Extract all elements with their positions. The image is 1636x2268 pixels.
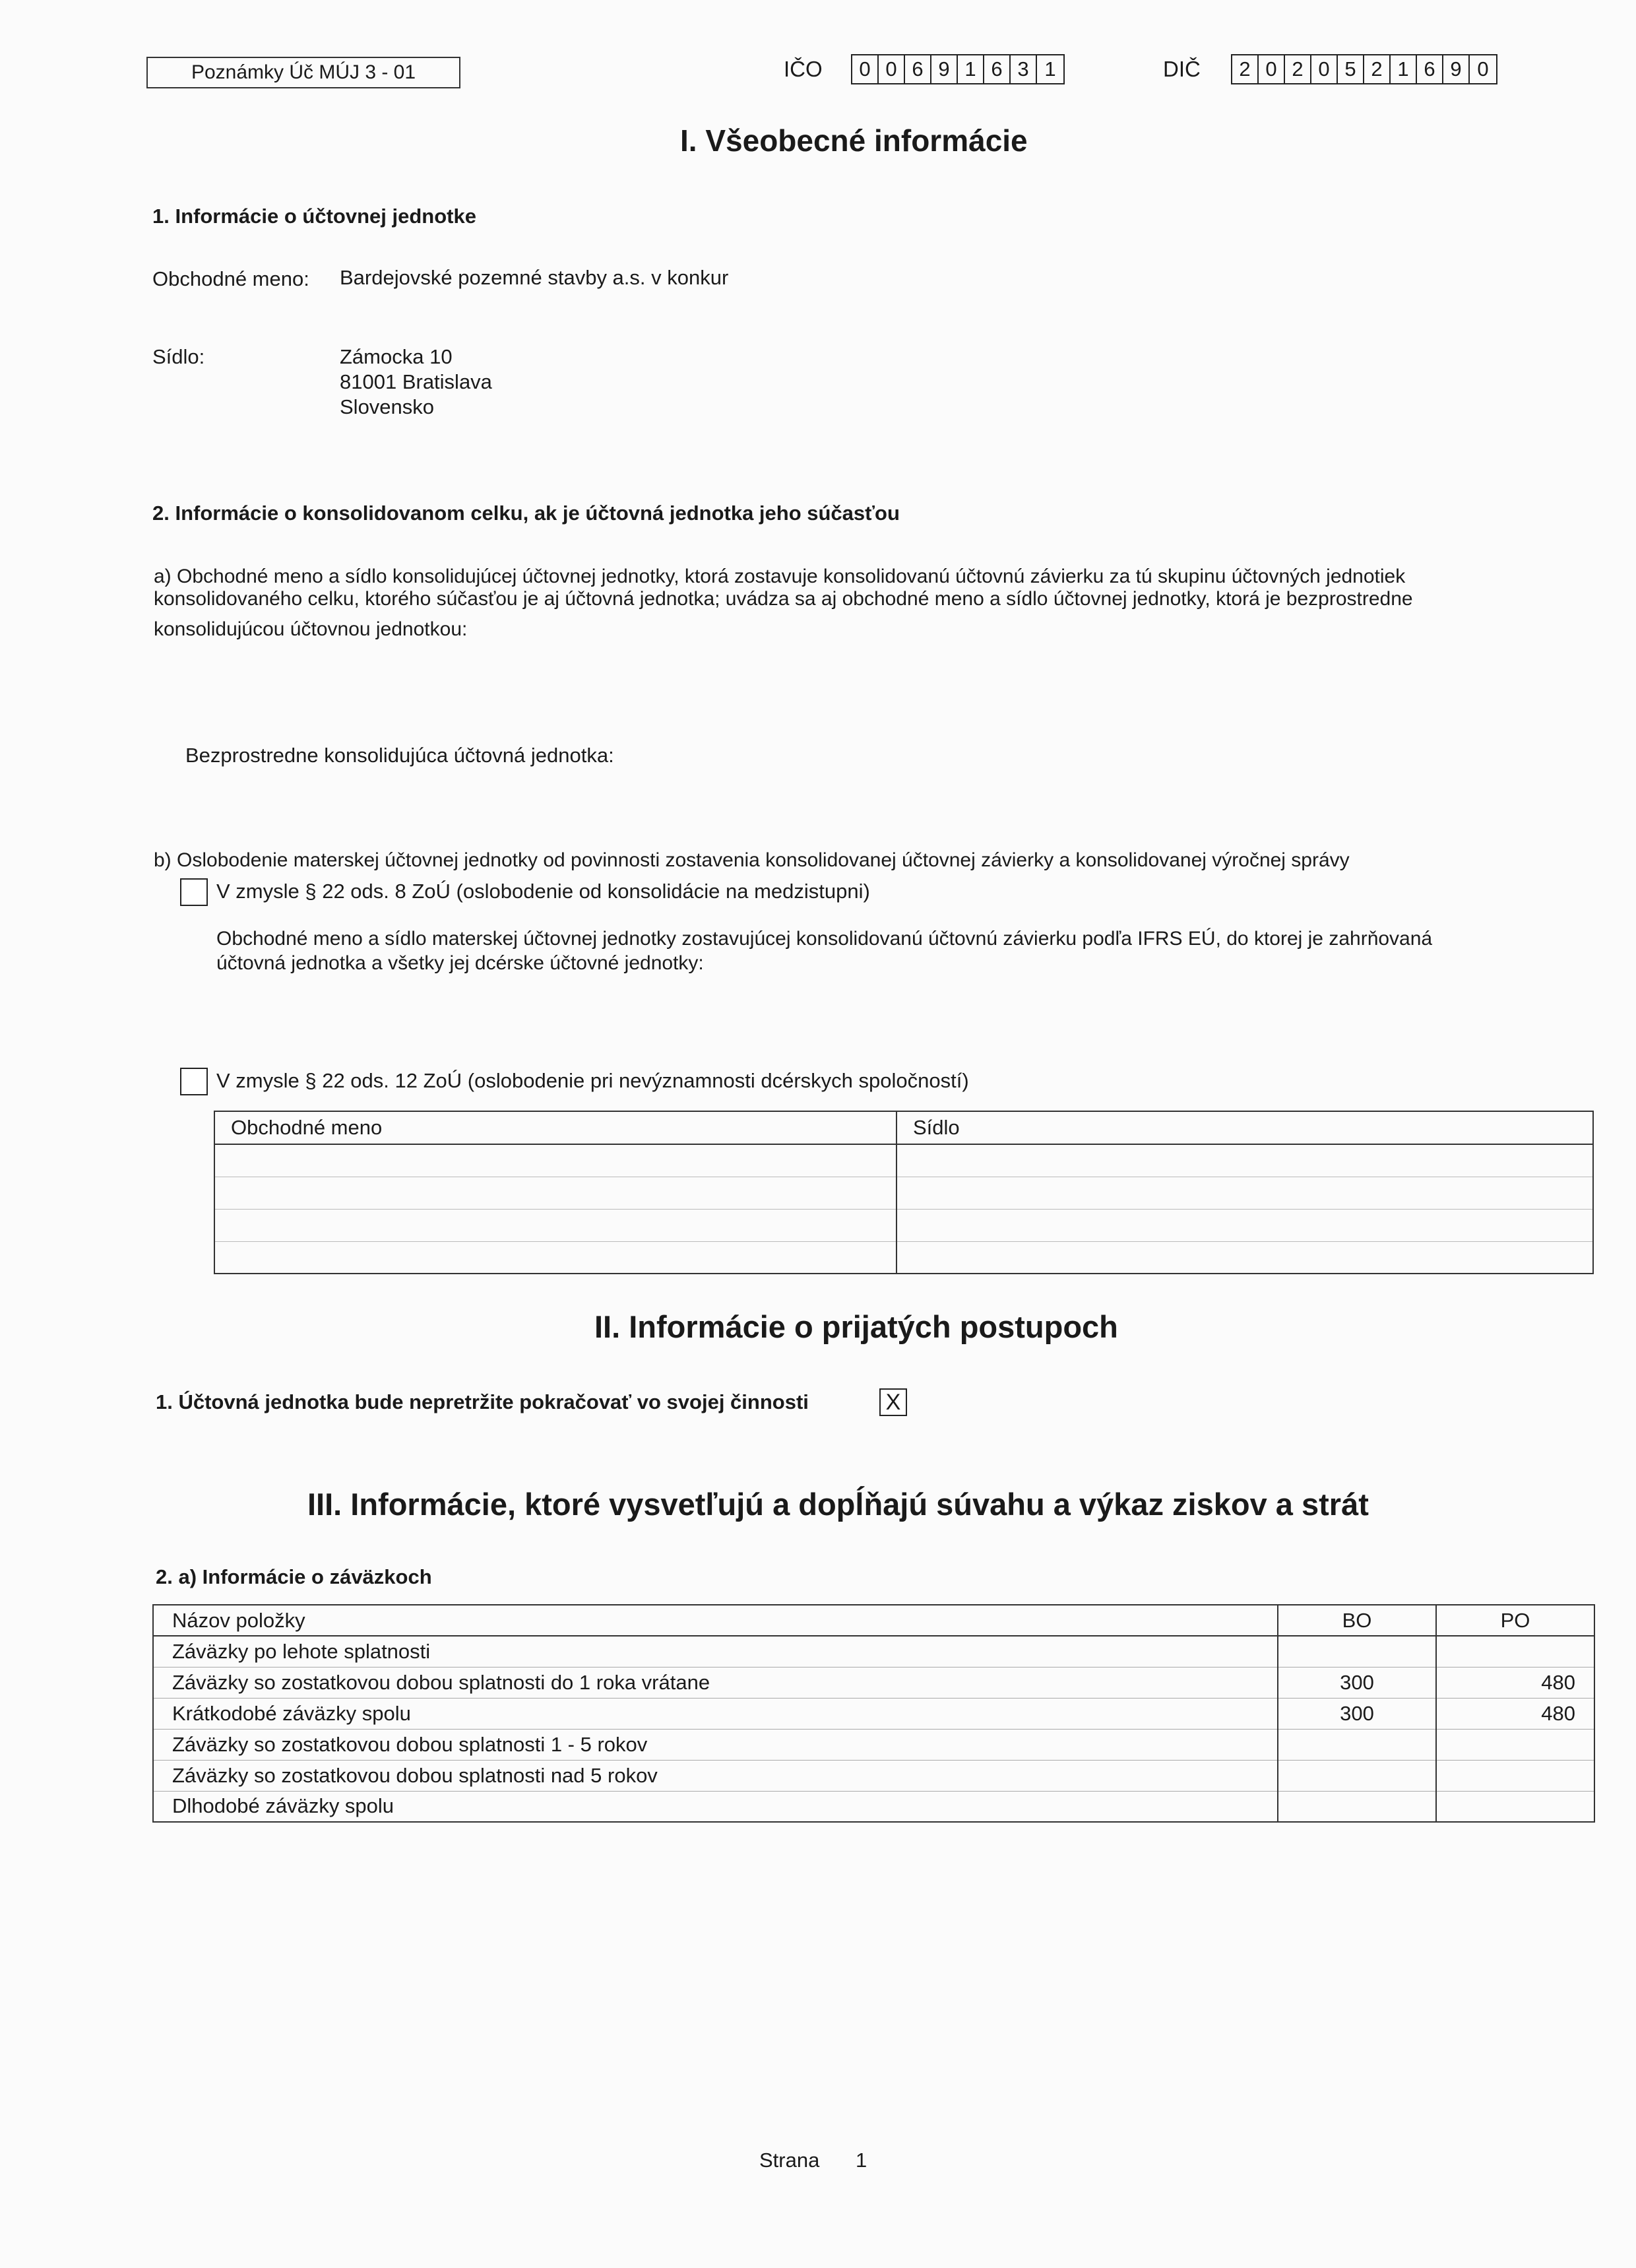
- table-row: [153, 1636, 1594, 1667]
- business-name-value: Bardejovské pozemné stavby a.s. v konkur: [340, 266, 729, 289]
- consolidation-heading: 2. Informácie o konsolidovanom celku, ak je účtovná jednotka jeho súčasťou: [152, 502, 900, 525]
- business-name-cell: [214, 1177, 897, 1209]
- exemption-22-12-label: V zmysle § 22 ods. 12 ZoÚ (oslobodenie pri nevýznamnosti dcérskych spoločností): [216, 1069, 969, 1092]
- dic-digit: 1: [1391, 55, 1417, 83]
- po-value-cell: 480: [1436, 1667, 1594, 1698]
- dic-digit: 2: [1285, 55, 1311, 83]
- section3-title: III. Informácie, ktoré vysvetľujú a dopĺňajú súvahu a výkaz ziskov a strát: [307, 1487, 1369, 1522]
- seat-line-2: 81001 Bratislava: [340, 370, 492, 393]
- dic-label: DIČ: [1163, 57, 1201, 81]
- ico-digit: 6: [984, 55, 1011, 83]
- column-header-po: PO: [1436, 1605, 1594, 1636]
- page-number: 1: [856, 2149, 867, 2172]
- business-name-cell: [214, 1209, 897, 1241]
- table-row: [214, 1209, 1593, 1241]
- ico-digits: [851, 54, 1065, 84]
- consolidation-b-line: b) Oslobodenie materskej účtovnej jednotky od povinnosti zostavenia konsolidovanej účtovnej závierky a konsolidovanej výročnej správy: [154, 849, 1350, 871]
- section1-title: I. Všeobecné informácie: [680, 123, 1028, 158]
- bo-value-cell: [1278, 1791, 1436, 1822]
- seat-line-3: Slovensko: [340, 395, 435, 418]
- item-name-cell: Záväzky po lehote splatnosti: [153, 1636, 1278, 1667]
- dic-digit: 0: [1477, 57, 1489, 81]
- table-row: [214, 1177, 1593, 1209]
- going-concern-checkbox[interactable]: X: [879, 1388, 907, 1416]
- column-header-item-name: Názov položky: [153, 1605, 1278, 1636]
- dic-digit: 0: [1259, 55, 1285, 83]
- bo-value-cell: 300: [1278, 1667, 1436, 1698]
- column-header-bo: BO: [1278, 1605, 1436, 1636]
- subsidiaries-table: [214, 1111, 1594, 1274]
- seat-line-1: Zámocka 10: [340, 345, 453, 368]
- ifrs-parent-line-2: účtovná jednotka a všetky jej dcérske účtovné jednotky:: [216, 952, 704, 974]
- column-header-business-name: Obchodné meno: [214, 1111, 897, 1144]
- page-label: Strana: [759, 2149, 820, 2172]
- going-concern-label: 1. Účtovná jednotka bude nepretržite pokračovať vo svojej činnosti: [156, 1390, 809, 1413]
- item-name-cell: Dlhodobé záväzky spolu: [153, 1791, 1278, 1822]
- item-name-cell: Záväzky so zostatkovou dobou splatnosti nad 5 rokov: [153, 1760, 1278, 1791]
- table-row: [153, 1760, 1594, 1791]
- bo-value-cell: [1278, 1729, 1436, 1760]
- entity-info-heading: 1. Informácie o účtovnej jednotke: [152, 205, 476, 228]
- bo-value-cell: 300: [1278, 1698, 1436, 1729]
- table-row: [214, 1144, 1593, 1177]
- dic-digit: 2: [1364, 55, 1391, 83]
- ico-digit: 1: [958, 55, 984, 83]
- dic-digit: 5: [1338, 55, 1364, 83]
- bo-value-cell: [1278, 1760, 1436, 1791]
- table-row: [153, 1729, 1594, 1760]
- table-row: [153, 1791, 1594, 1822]
- po-value-cell: 480: [1436, 1698, 1594, 1729]
- dic-digit: 2: [1232, 55, 1259, 83]
- po-value-cell: [1436, 1760, 1594, 1791]
- ico-digit: 9: [931, 55, 958, 83]
- dic-digit: 6: [1417, 55, 1443, 83]
- ico-digit: 6: [905, 55, 931, 83]
- po-value-cell: [1436, 1636, 1594, 1667]
- liabilities-heading: 2. a) Informácie o záväzkoch: [156, 1565, 432, 1588]
- consolidation-a-line-3: konsolidujúcou účtovnou jednotkou:: [154, 618, 468, 640]
- column-header-seat: Sídlo: [897, 1111, 1593, 1144]
- ico-digit: 3: [1011, 55, 1037, 83]
- exemption-22-12-checkbox[interactable]: [180, 1068, 208, 1095]
- business-name-cell: [214, 1144, 897, 1177]
- ico-label: IČO: [784, 57, 823, 81]
- seat-cell: [897, 1177, 1593, 1209]
- po-value-cell: [1436, 1791, 1594, 1822]
- ico-digit: 0: [879, 55, 905, 83]
- table-row: [153, 1667, 1594, 1698]
- dic-digits: [1231, 54, 1497, 84]
- ico-digit: 0: [852, 55, 879, 83]
- ico-digit: 1: [1044, 57, 1056, 81]
- po-value-cell: [1436, 1729, 1594, 1760]
- item-name-cell: Záväzky so zostatkovou dobou splatnosti 1 - 5 rokov: [153, 1729, 1278, 1760]
- table-row: [153, 1698, 1594, 1729]
- seat-label: Sídlo:: [152, 345, 205, 368]
- liabilities-table: [152, 1604, 1595, 1823]
- item-name-cell: Krátkodobé záväzky spolu: [153, 1698, 1278, 1729]
- seat-cell: [897, 1209, 1593, 1241]
- direct-parent-label: Bezprostredne konsolidujúca účtovná jednotka:: [185, 744, 614, 767]
- consolidation-a-line-1: a) Obchodné meno a sídlo konsolidujúcej účtovnej jednotky, ktorá zostavuje konsolidovanú účtovnú závierku za tú skupinu účtovných jednotiek: [154, 566, 1406, 587]
- seat-cell: [897, 1144, 1593, 1177]
- seat-cell: [897, 1241, 1593, 1274]
- item-name-cell: Záväzky so zostatkovou dobou splatnosti do 1 roka vrátane: [153, 1667, 1278, 1698]
- ifrs-parent-line-1: Obchodné meno a sídlo materskej účtovnej jednotky zostavujúcej konsolidovanú účtovnú závierku podľa IFRS EÚ, do ktorej je zahrňovaná: [216, 928, 1433, 950]
- dic-digit: 9: [1443, 55, 1470, 83]
- exemption-22-8-label: V zmysle § 22 ods. 8 ZoÚ (oslobodenie od konsolidácie na medzistupni): [216, 880, 870, 903]
- dic-digit: 0: [1311, 55, 1338, 83]
- business-name-cell: [214, 1241, 897, 1274]
- table-row: [214, 1241, 1593, 1274]
- exemption-22-8-checkbox[interactable]: [180, 878, 208, 906]
- form-label: Poznámky Úč MÚJ 3 - 01: [146, 57, 460, 88]
- bo-value-cell: [1278, 1636, 1436, 1667]
- section2-title: II. Informácie o prijatých postupoch: [594, 1309, 1118, 1344]
- business-name-label: Obchodné meno:: [152, 267, 309, 290]
- consolidation-a-line-2: konsolidovaného celku, ktorého súčasťou je aj účtovná jednotka; uvádza sa aj obchodné meno a sídlo účtovnej jednotky, ktorá je bezprostredne: [154, 588, 1413, 610]
